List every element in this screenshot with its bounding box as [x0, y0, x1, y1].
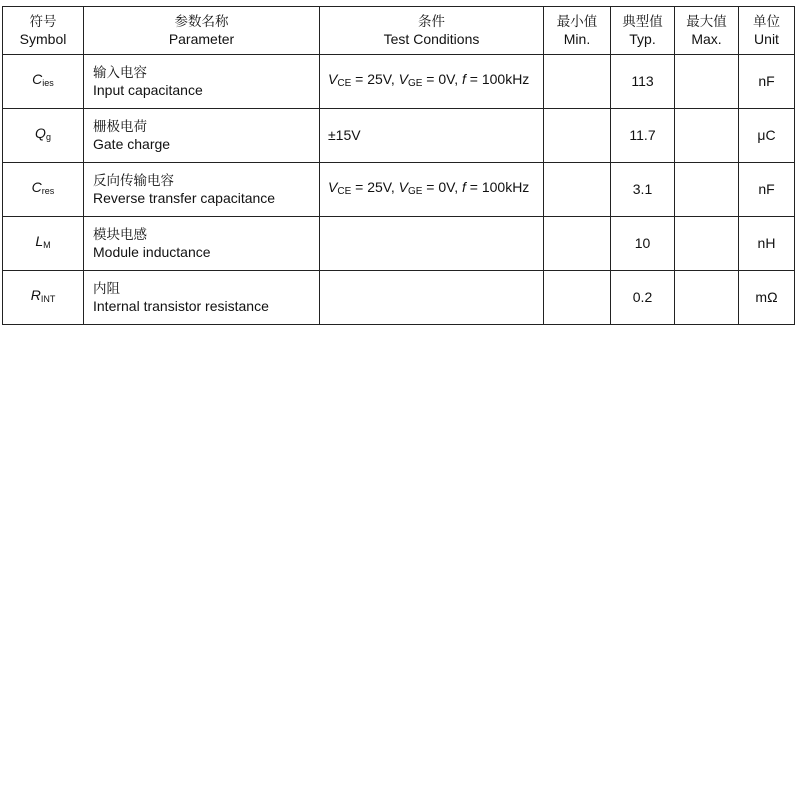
header-parameter: 参数名称 Parameter: [84, 7, 320, 55]
header-max: 最大值 Max.: [675, 7, 739, 55]
typ-cell: 0.2: [611, 271, 675, 325]
unit-cell: nH: [739, 217, 795, 271]
table-row: [3, 163, 795, 217]
conditions-cell: [320, 217, 544, 271]
parameter-cell: 栅极电荷 Gate charge: [84, 109, 320, 163]
typ-cell: 10: [611, 217, 675, 271]
max-cell: [675, 109, 739, 163]
header-conditions: 条件 Test Conditions: [320, 7, 544, 55]
table-header-row: [3, 7, 795, 55]
parameter-cell: 反向传输电容 Reverse transfer capacitance: [84, 163, 320, 217]
max-cell: [675, 163, 739, 217]
conditions-cell: $V_{CE} = 25V$, $V_{GE} = 0V$, f = 100kHz: [320, 163, 544, 217]
min-cell: [544, 217, 611, 271]
symbol-cell: $C_{res}$: [3, 163, 84, 217]
unit-cell: nF: [739, 55, 795, 109]
typ-cell: 113: [611, 55, 675, 109]
symbol-cell: $L_M$: [3, 217, 84, 271]
conditions-cell: ±15V: [320, 109, 544, 163]
parameter-cell: 模块电感 Module inductance: [84, 217, 320, 271]
symbol-cell: $R_{INT}$: [3, 271, 84, 325]
header-typ: 典型值 Typ.: [611, 7, 675, 55]
table-row: [3, 109, 795, 163]
max-cell: [675, 55, 739, 109]
conditions-cell: [320, 271, 544, 325]
symbol-cell: $Q_g$: [3, 109, 84, 163]
table-row: [3, 55, 795, 109]
unit-cell: nF: [739, 163, 795, 217]
header-min: 最小值 Min.: [544, 7, 611, 55]
table-row: [3, 217, 795, 271]
unit-cell: mΩ: [739, 271, 795, 325]
characteristics-table: [2, 6, 795, 325]
typ-cell: 3.1: [611, 163, 675, 217]
typ-cell: 11.7: [611, 109, 675, 163]
parameter-cell: 内阻 Internal transistor resistance: [84, 271, 320, 325]
max-cell: [675, 271, 739, 325]
parameter-cell: 输入电容 Input capacitance: [84, 55, 320, 109]
max-cell: [675, 217, 739, 271]
header-unit: 单位 Unit: [739, 7, 795, 55]
min-cell: [544, 55, 611, 109]
table-row: [3, 271, 795, 325]
min-cell: [544, 109, 611, 163]
min-cell: [544, 163, 611, 217]
conditions-cell: $V_{CE} = 25V$, $V_{GE} = 0V$, f = 100kHz: [320, 55, 544, 109]
symbol-cell: $C_{ies}$: [3, 55, 84, 109]
min-cell: [544, 271, 611, 325]
unit-cell: μC: [739, 109, 795, 163]
header-symbol: 符号 Symbol: [3, 7, 84, 55]
